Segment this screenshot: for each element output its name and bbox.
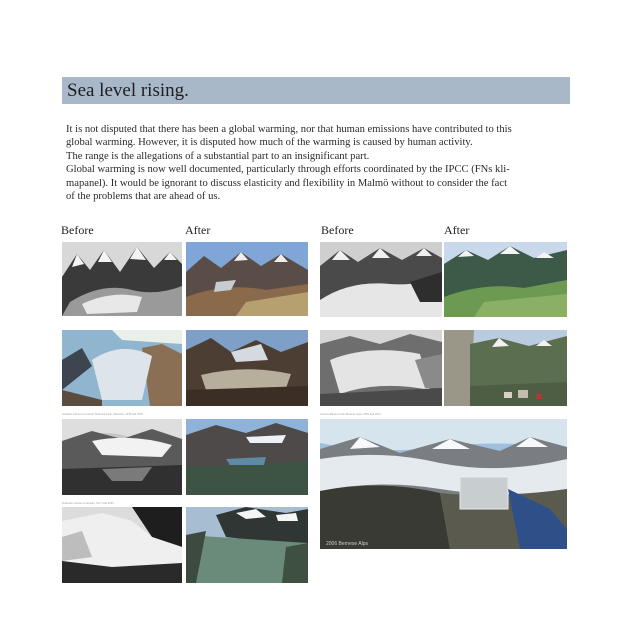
glacier-photo-after-1 [186,242,308,316]
glacier-photo-before-3 [62,330,182,406]
label-after-right: After [444,223,470,237]
glacier-photo-after-5 [186,419,308,495]
glacier-photo-before-2 [320,242,442,317]
paragraph-line: of the problems that are ahead of us. [66,191,221,203]
paragraph-line: global warming. However, it is disputed how much of the warming is caused by human activity. [66,137,473,149]
glacier-photo-before-5 [62,419,182,495]
glacier-photo-after-2 [444,242,567,317]
paragraph-line: It is not disputed that there has been a global warming, nor that human emissions have contributed to this [66,124,512,135]
page-title: Sea level rising. [67,80,189,101]
title-bar [62,77,570,104]
paragraph-line: mapanel). It would be ignorant to discuss elasticity and flexibility in Malmö without to consider the fact [66,177,508,189]
glacier-photo-large [320,419,567,549]
label-before-left: Before [61,223,94,237]
glacier-photo-after-6 [186,507,308,583]
glacier-photo-before-6 [62,507,182,583]
glacier-photo-before-1 [62,242,182,316]
photo-caption: Pedersen Glacier in Alaska, 1917 and 2005 [62,501,114,505]
glacier-photo-after-4 [444,330,567,406]
paragraph-line: The range is the allegations of a substantial part to an insignificant part. [66,150,370,162]
photo-caption: Grinnell Glacier in Glacier National Park, Montana, 1938 and 2005 [62,412,144,416]
label-after-left: After [185,223,211,237]
photo-caption: Glacier Rhone in the Bernese Alps, 1859 and 2001 [320,412,381,416]
label-before-right: Before [321,223,354,237]
photo-watermark: 2006 Bernese Alps [326,541,368,547]
body-paragraph [66,123,572,203]
glacier-photo-before-4 [320,330,442,406]
paragraph-line: Global warming is now well documented, particularly through efforts coordinated by the IPCC (FNs kli- [66,164,510,176]
glacier-photo-after-3 [186,330,308,406]
